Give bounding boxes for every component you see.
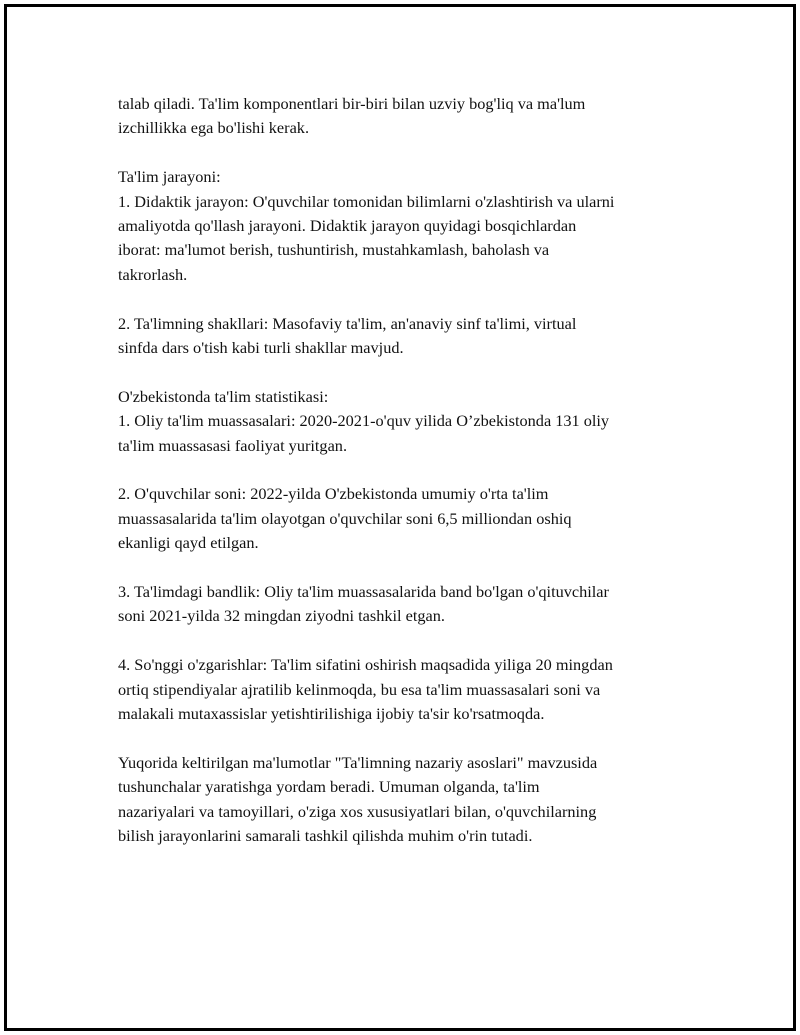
paragraph-intro-continuation — [118, 92, 698, 141]
text-line: malakali mutaxassislar yetishtirilishiga ijobiy ta'sir ko'rsatmoqda. — [118, 704, 545, 724]
text-line: nazariyalari va tamoyillari, o'ziga xos xususiyatlari bilan, o'quvchilarning — [118, 801, 597, 821]
paragraph-oquvchilar-soni — [118, 482, 698, 555]
section-heading: O'zbekistonda ta'lim statistikasi: — [118, 386, 329, 406]
paragraph-conclusion — [118, 751, 698, 849]
paragraph-statistika-oliy — [118, 385, 698, 458]
paragraph-ozgarishlar — [118, 653, 698, 726]
text-line: izchillikka ega bo'lishi kerak. — [118, 118, 310, 138]
text-line: 2. O'quvchilar soni: 2022-yilda O'zbekistonda umumiy o'rta ta'lim — [118, 484, 549, 504]
text-line: 1. Didaktik jarayon: O'quvchilar tomonidan bilimlarni o'zlashtirish va ularni — [118, 191, 615, 211]
text-line: soni 2021-yilda 32 mingdan ziyodni tashkil etgan. — [118, 606, 445, 626]
text-line: iborat: ma'lumot berish, tushuntirish, mustahkamlash, baholash va — [118, 240, 550, 260]
text-line: amaliyotda qo'llash jarayoni. Didaktik jarayon quyidagi bosqichlardan — [118, 216, 577, 236]
text-line: tushunchalar yaratishga yordam beradi. Umuman olganda, ta'lim — [118, 777, 540, 797]
text-line: ortiq stipendiyalar ajratilib kelinmoqda, bu esa ta'lim muassasalari soni va — [118, 679, 601, 699]
text-line: 1. Oliy ta'lim muassasalari: 2020-2021-o'quv yilida O’zbekistonda 131 oliy — [118, 411, 610, 431]
text-line: bilish jarayonlarini samarali tashkil qilishda muhim o'rin tutadi. — [118, 826, 533, 846]
text-line: Yuqorida keltirilgan ma'lumotlar "Ta'limning nazariy asoslari" mavzusida — [118, 752, 598, 772]
text-line: 2. Ta'limning shakllari: Masofaviy ta'lim, an'anaviy sinf ta'limi, virtual — [118, 313, 577, 333]
text-line: sinfda dars o'tish kabi turli shakllar mavjud. — [118, 338, 404, 358]
text-line: muassasalarida ta'lim olayotgan o'quvchilar soni 6,5 milliondan oshiq — [118, 508, 572, 528]
paragraph-bandlik — [118, 580, 698, 629]
paragraph-talim-shakllari — [118, 312, 698, 361]
document-body — [118, 92, 698, 848]
text-line: ta'lim muassasasi faoliyat yuritgan. — [118, 435, 348, 455]
text-line: talab qiladi. Ta'lim komponentlari bir-biri bilan uzviy bog'liq va ma'lum — [118, 94, 586, 113]
text-line: ekanligi qayd etilgan. — [118, 533, 259, 553]
text-line: 4. So'nggi o'zgarishlar: Ta'lim sifatini oshirish maqsadida yiliga 20 mingdan — [118, 655, 613, 675]
text-line: takrorlash. — [118, 264, 188, 284]
text-line: 3. Ta'limdagi bandlik: Oliy ta'lim muassasalarida band bo'lgan o'qituvchilar — [118, 582, 609, 602]
paragraph-talim-jarayoni — [118, 165, 698, 287]
section-heading: Ta'lim jarayoni: — [118, 167, 221, 187]
